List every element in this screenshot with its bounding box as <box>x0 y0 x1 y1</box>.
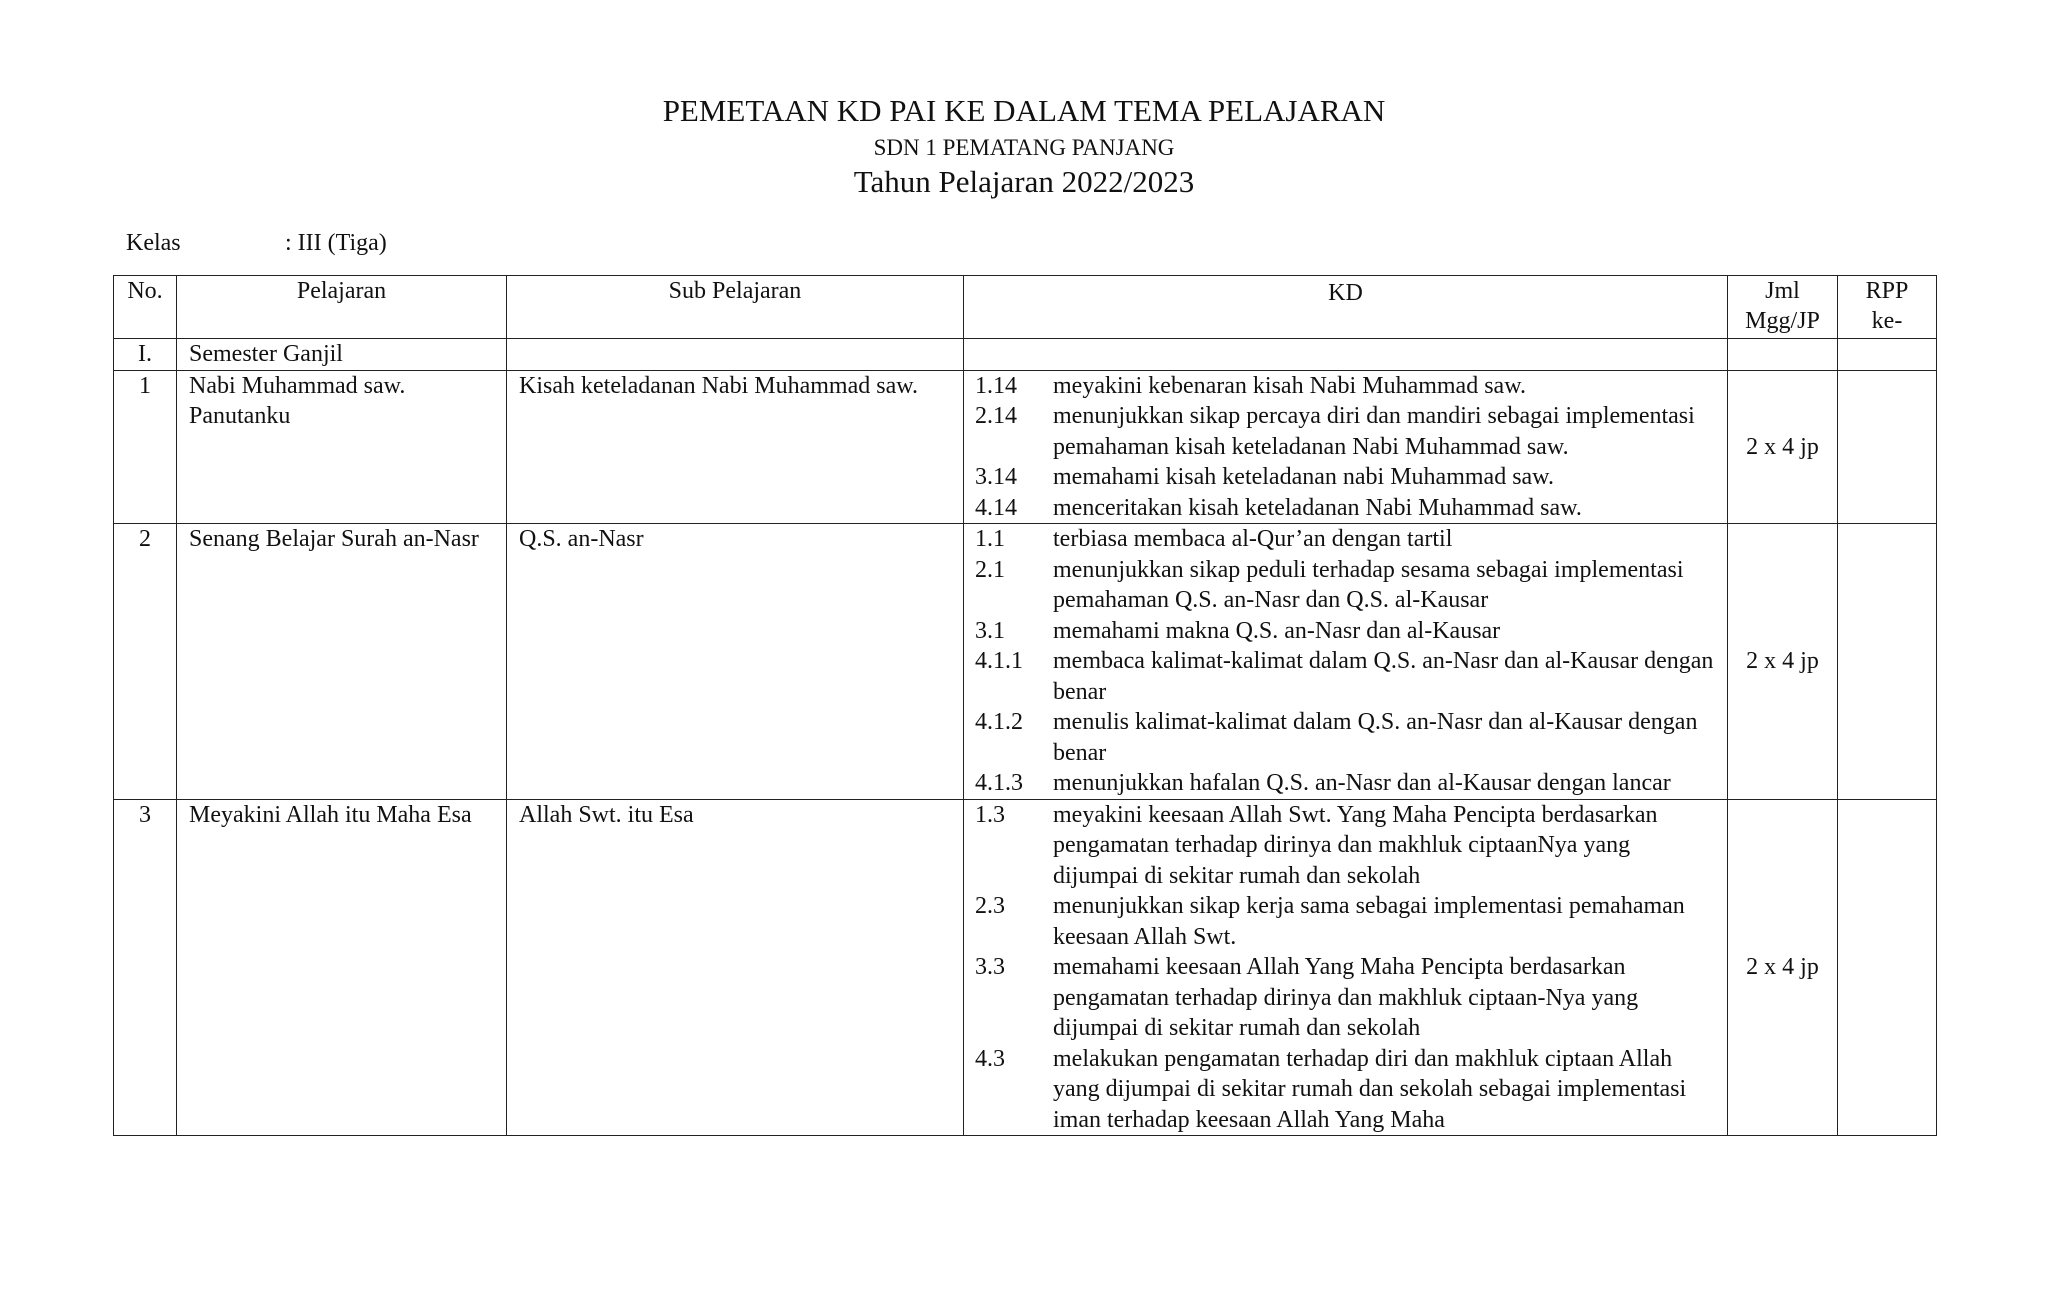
kd-text: menunjukkan sikap peduli terhadap sesama sebagai implementasi pemahaman Q.S. an-Nasr dan Q.S. al-Kausar <box>1053 556 1684 613</box>
kd-number: 4.14 <box>975 494 1017 521</box>
row-number: 1 <box>114 370 177 524</box>
row-sub-pelajaran: Kisah keteladanan Nabi Muhammad saw. <box>507 370 964 524</box>
kd-number: 2.14 <box>975 403 1017 429</box>
row-jml-mgg-jp: 2 x 4 jp <box>1728 370 1838 524</box>
header-jml-line1: Jml <box>1765 278 1800 304</box>
kd-number: 4.1.3 <box>975 770 1023 796</box>
kd-text: menunjukkan hafalan Q.S. an-Nasr dan al-Kausar dengan lancar <box>1053 770 1671 796</box>
semester-empty-cell <box>1728 339 1838 371</box>
kd-item <box>964 646 1727 707</box>
kd-item <box>964 371 1727 402</box>
document-title: PEMETAAN KD PAI KE DALAM TEMA PELAJARAN <box>662 93 1386 128</box>
kd-number: 1.14 <box>975 372 1017 399</box>
kd-number: 2.1 <box>975 556 1005 583</box>
semester-empty-cell <box>1838 339 1937 371</box>
kd-number: 4.1.1 <box>975 648 1023 674</box>
row-pelajaran: Senang Belajar Surah an-Nasr <box>177 524 507 800</box>
kd-text: memahami makna Q.S. an-Nasr dan al-Kausar <box>1053 617 1501 644</box>
table-row <box>114 799 1937 1136</box>
kd-item <box>964 462 1727 493</box>
kd-number: 3.1 <box>975 617 1005 644</box>
row-number: 3 <box>114 799 177 1136</box>
semester-empty-cell <box>507 339 964 371</box>
kd-item <box>964 891 1727 952</box>
semester-row <box>114 339 1937 371</box>
kd-text: menunjukkan sikap percaya diri dan mandiri sebagai implementasi pemahaman kisah keteladanan Nabi Muhammad saw. <box>1053 403 1695 460</box>
kd-number: 4.1.2 <box>975 709 1023 735</box>
table-header-row <box>114 276 1937 339</box>
kelas-label: Kelas <box>126 230 181 256</box>
row-jml-mgg-jp: 2 x 4 jp <box>1728 799 1838 1136</box>
header-rpp <box>1838 276 1937 339</box>
header-pelajaran: Pelajaran <box>177 276 507 339</box>
kd-text: meyakini keesaan Allah Swt. Yang Maha Pencipta berdasarkan pengamatan terhadap dirinya dan makhluk ciptaanNya yang dijumpai di sekitar rumah dan sekolah <box>1053 801 1658 889</box>
row-sub-pelajaran: Allah Swt. itu Esa <box>507 799 964 1136</box>
kd-item <box>964 401 1727 462</box>
kd-item <box>964 707 1727 768</box>
row-number: 2 <box>114 524 177 800</box>
kd-mapping-table <box>113 275 1937 1136</box>
table-row <box>114 370 1937 524</box>
header-jml-line2: Mgg/JP <box>1745 308 1820 334</box>
kd-text: menulis kalimat-kalimat dalam Q.S. an-Nasr dan al-Kausar dengan benar <box>1053 709 1698 766</box>
header-no: No. <box>114 276 177 339</box>
kd-text: terbiasa membaca al-Qur’an dengan tartil <box>1053 526 1453 552</box>
row-pelajaran: Nabi Muhammad saw. Panutanku <box>177 370 507 524</box>
row-pelajaran: Meyakini Allah itu Maha Esa <box>177 799 507 1136</box>
kd-number: 4.3 <box>975 1045 1005 1072</box>
row-rpp <box>1838 524 1937 800</box>
header-rpp-line2: ke- <box>1871 308 1903 334</box>
kd-item <box>964 1044 1727 1136</box>
school-name: SDN 1 PEMATANG PANJANG <box>873 135 1175 160</box>
kd-item <box>964 616 1727 647</box>
row-kd-list <box>964 524 1728 800</box>
row-rpp <box>1838 799 1937 1136</box>
kd-number: 2.3 <box>975 893 1005 919</box>
kd-item <box>964 493 1727 524</box>
header-jml <box>1728 276 1838 339</box>
kd-text: melakukan pengamatan terhadap diri dan makhluk ciptaan Allah yang dijumpai di sekitar rumah dan sekolah sebagai implementasi iman terhadap keesaan Allah Yang Maha <box>1053 1045 1687 1133</box>
row-sub-pelajaran: Q.S. an-Nasr <box>507 524 964 800</box>
kd-text: memahami keesaan Allah Yang Maha Pencipta berdasarkan pengamatan terhadap dirinya dan makhluk ciptaan-Nya yang dijumpai di sekitar rumah dan sekolah <box>1053 954 1639 1041</box>
row-jml-mgg-jp: 2 x 4 jp <box>1728 524 1838 800</box>
kd-number: 3.14 <box>975 464 1017 490</box>
table-row <box>114 524 1937 800</box>
kd-item <box>964 952 1727 1044</box>
academic-year: Tahun Pelajaran 2022/2023 <box>853 164 1195 199</box>
header-sub-pelajaran: Sub Pelajaran <box>507 276 964 339</box>
header-kd: KD <box>964 276 1728 339</box>
kd-text: memahami kisah keteladanan nabi Muhammad saw. <box>1053 464 1554 490</box>
semester-number: I. <box>114 339 177 371</box>
header-rpp-line1: RPP <box>1865 278 1909 304</box>
semester-empty-cell <box>964 339 1728 371</box>
kd-number: 1.3 <box>975 801 1005 828</box>
row-kd-list <box>964 799 1728 1136</box>
kd-item <box>964 524 1727 555</box>
kd-text: membaca kalimat-kalimat dalam Q.S. an-Nasr dan al-Kausar dengan benar <box>1053 648 1714 705</box>
row-rpp <box>1838 370 1937 524</box>
kd-item <box>964 768 1727 799</box>
kd-number: 1.1 <box>975 526 1005 552</box>
kd-number: 3.3 <box>975 954 1005 980</box>
semester-label: Semester Ganjil <box>177 339 507 371</box>
kd-text: menceritakan kisah keteladanan Nabi Muhammad saw. <box>1053 494 1582 521</box>
row-kd-list <box>964 370 1728 524</box>
kd-text: meyakini kebenaran kisah Nabi Muhammad saw. <box>1053 372 1526 399</box>
kd-text: menunjukkan sikap kerja sama sebagai implementasi pemahaman keesaan Allah Swt. <box>1053 893 1685 950</box>
kelas-value: : III (Tiga) <box>285 230 387 256</box>
kd-item <box>964 800 1727 892</box>
kd-item <box>964 555 1727 616</box>
